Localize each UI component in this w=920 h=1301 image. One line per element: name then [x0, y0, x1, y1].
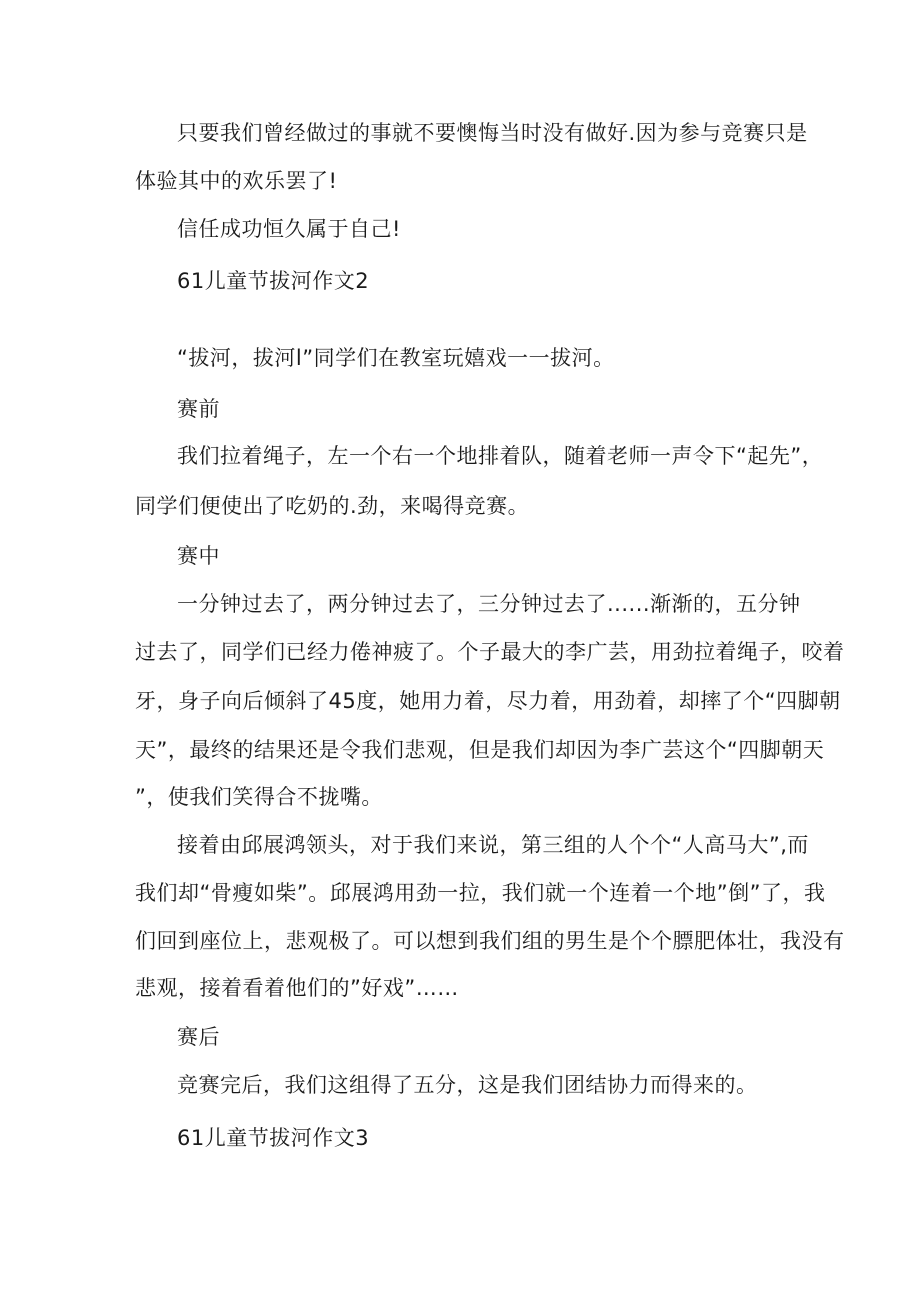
section-heading: 61儿童节拔河作文2 [177, 269, 370, 293]
paragraph-line: 悲观，接着看着他们的”好戏”…… [135, 976, 459, 1000]
paragraph-line: 信任成功恒久属于自己! [177, 217, 401, 241]
subheading: 赛前 [177, 397, 220, 421]
subheading: 赛中 [177, 544, 220, 568]
paragraph-line: 牙，身子向后倾斜了45度，她用力着，尽力着，用劲着，却摔了个“四脚朝 [135, 689, 841, 713]
paragraph-line: 同学们便使出了吃奶的.劲，来喝得竞赛。 [135, 494, 530, 518]
paragraph-line: 我们拉着绳子，左一个右一个地排着队，随着老师一声令下“起先”， [177, 444, 824, 468]
paragraph-line: “拔河，拔河l”同学们在教室玩嬉戏一一拔河。 [177, 346, 615, 370]
section-heading: 61儿童节拔河作文3 [177, 1126, 370, 1150]
paragraph-line: 体验其中的欢乐罢了! [135, 169, 338, 193]
paragraph-line: 我们却“骨瘦如柴”。邱展鸿用劲一拉，我们就一个连着一个地”倒”了，我 [135, 881, 826, 905]
paragraph-line: 天”，最终的结果还是令我们悲观，但是我们却因为李广芸这个“四脚朝天 [135, 738, 825, 762]
subheading: 赛后 [177, 1025, 220, 1049]
paragraph-line: 们回到座位上，悲观极了。可以想到我们组的男生是个个膘肥体壮，我没有 [135, 929, 845, 953]
paragraph-line: ”，使我们笑得合不拢嘴。 [135, 785, 383, 809]
paragraph-line: 一分钟过去了，两分钟过去了，三分钟过去了......渐渐的，五分钟 [177, 592, 801, 616]
paragraph-line: 接着由邱展鸿领头，对于我们来说，第三组的人个个“人高马大”,而 [177, 833, 809, 857]
paragraph-line: 只要我们曾经做过的事就不要懊悔当时没有做好.因为参与竞赛只是 [177, 121, 808, 145]
paragraph-line: 过去了，同学们已经力倦神疲了。个子最大的李广芸，用劲拉着绳子，咬着 [135, 640, 845, 664]
paragraph-line: 竞赛完后，我们这组得了五分，这是我们团结协力而得来的。 [177, 1073, 758, 1097]
